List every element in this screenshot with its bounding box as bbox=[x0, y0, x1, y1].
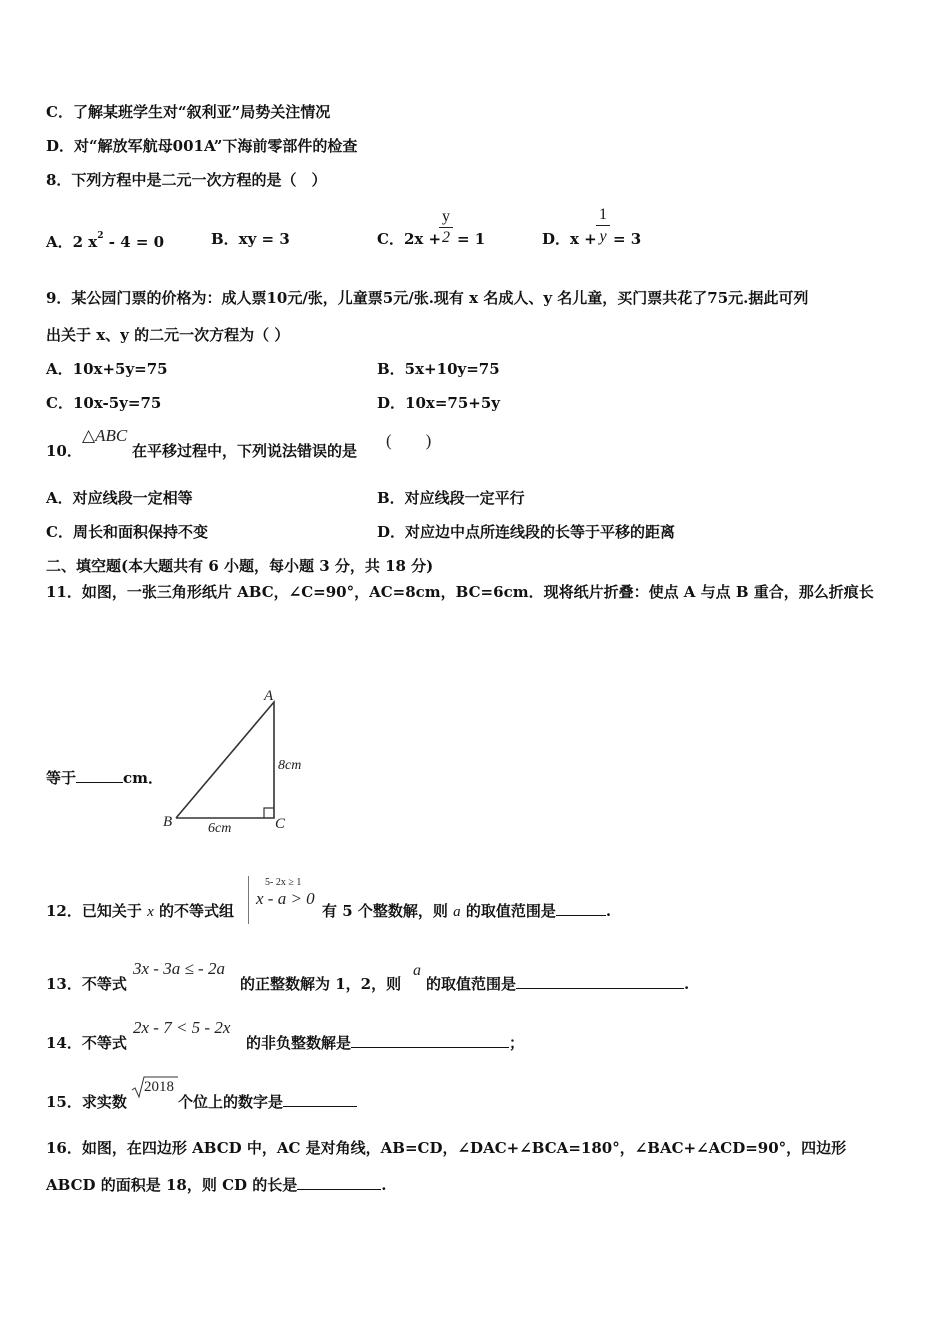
q12-end: . bbox=[605, 902, 612, 920]
q11-right-angle-mark bbox=[264, 808, 274, 818]
q13-stem-c: 的取值范围是 bbox=[426, 975, 517, 993]
q8-option-c-text: 2x + bbox=[403, 230, 442, 248]
q8-option-a-label: A． bbox=[46, 233, 73, 251]
q7-option-d: D．对“解放军航母001A”下海前零部件的检查 bbox=[46, 137, 358, 155]
q8-option-c-fraction bbox=[439, 207, 453, 248]
q12-brace bbox=[248, 876, 250, 924]
q12-var-a: a bbox=[453, 904, 461, 920]
q8-option-a-rest: - 4 = 0 bbox=[108, 233, 165, 251]
q10-option-a: A．对应线段一定相等 bbox=[46, 489, 193, 507]
q8-stem: 8．下列方程中是二元一次方程的是（ ） bbox=[46, 171, 327, 189]
q11-label-c: C bbox=[275, 816, 286, 832]
q8-option-c-rest: = 1 bbox=[457, 230, 486, 248]
q13-inequality: 3x - 3a ≤ - 2a bbox=[133, 959, 225, 978]
q14-end: ； bbox=[509, 1034, 525, 1052]
q12-line-rest bbox=[322, 901, 611, 922]
q12-var-x: x bbox=[147, 904, 154, 920]
q11-label-ac-length: 8cm bbox=[278, 758, 302, 773]
q12-stem-a: 12．已知关于 bbox=[46, 902, 142, 920]
q14-stem-b: 的非负整数解是 bbox=[246, 1034, 352, 1052]
q9-stem-line1: 9．某公园门票的价格为：成人票10元/张，儿童票5元/张.现有 x 名成人、y 名儿童，买门票共花了75元.据此可列 bbox=[46, 289, 809, 307]
q15-answer-blank[interactable] bbox=[283, 1092, 357, 1107]
q11-answer-line bbox=[46, 768, 163, 788]
q14-stem-a: 14．不等式 bbox=[46, 1034, 127, 1052]
q8-option-c-denominator: 2 bbox=[439, 227, 453, 248]
q14-answer-blank[interactable] bbox=[351, 1033, 509, 1048]
q8-option-c-numerator: y bbox=[442, 208, 450, 225]
q13-end: . bbox=[684, 975, 690, 993]
q10-stem: 在平移过程中，下列说法错误的是 bbox=[132, 442, 358, 460]
q9-option-b: B．5x+10y=75 bbox=[377, 360, 500, 378]
q14-inequality: 2x - 7 < 5 - 2x bbox=[133, 1018, 231, 1037]
q16-line1: 16．如图，在四边形 ABCD 中，AC 是对角线，AB=CD，∠DAC+∠BCA=180°，∠BAC+∠ACD=90°，四边形 bbox=[46, 1139, 847, 1157]
q11-stem: 11．如图，一张三角形纸片 ABC，∠C=90°，AC=8cm，BC=6cm．现将纸片折叠：使点 A 与点 B 重合，那么折痕长 bbox=[46, 583, 874, 601]
q10-option-b: B．对应线段一定平行 bbox=[377, 489, 525, 507]
q8-option-a bbox=[46, 229, 164, 252]
q8-option-d-text: x + bbox=[570, 230, 597, 248]
q12-stem-c: 有 5 个整数解，则 bbox=[322, 902, 448, 920]
q10-number: 10． bbox=[46, 442, 82, 460]
q10-paren: ( ) bbox=[386, 431, 432, 450]
q8-option-d-denominator: y bbox=[596, 225, 610, 247]
q8-option-d-numerator: 1 bbox=[599, 206, 607, 223]
q11-label-bc-length: 6cm bbox=[208, 821, 232, 836]
q12-stem-d: 的取值范围是 bbox=[465, 902, 556, 920]
q13-answer-blank[interactable] bbox=[516, 974, 684, 989]
q9-option-d: D．10x=75+5y bbox=[377, 394, 500, 412]
q13-line-rest bbox=[426, 974, 689, 994]
q10-option-c: C．周长和面积保持不变 bbox=[46, 523, 208, 541]
q12-line bbox=[46, 901, 234, 922]
q11-answer-suffix: cm． bbox=[123, 769, 164, 787]
q15-stem-b: 个位上的数字是 bbox=[178, 1093, 284, 1111]
q8-option-d-label: D． bbox=[542, 230, 571, 248]
q8-option-c-label: C． bbox=[377, 230, 404, 248]
q8-option-a-text: 2 x bbox=[72, 233, 98, 251]
q16-end: . bbox=[381, 1176, 387, 1194]
q11-answer-blank[interactable] bbox=[76, 768, 123, 783]
q16-answer-blank[interactable] bbox=[297, 1175, 381, 1190]
q10-option-d: D．对应边中点所连线段的长等于平移的距离 bbox=[377, 523, 676, 541]
q16-stem: ABCD 的面积是 18，则 CD 的长是 bbox=[46, 1176, 298, 1194]
q15-line-rest bbox=[178, 1092, 357, 1112]
q13-var-a: a bbox=[413, 962, 421, 979]
q8-option-d-fraction bbox=[596, 204, 610, 247]
q9-option-a: A．10x+5y=75 bbox=[46, 360, 168, 378]
q11-triangle-outline bbox=[176, 702, 274, 818]
q10-triangle-abc: △ABC bbox=[82, 426, 128, 445]
q8-option-d-rest: = 3 bbox=[613, 230, 642, 248]
q8-option-b: B．xy = 3 bbox=[211, 230, 290, 248]
q12-inequality-2: x - a > 0 bbox=[256, 889, 315, 908]
q13-stem-a: 13．不等式 bbox=[46, 975, 127, 993]
q12-answer-blank[interactable] bbox=[556, 901, 606, 916]
q8-option-c bbox=[377, 229, 441, 249]
q12-stem-b: 的不等式组 bbox=[159, 902, 235, 920]
q16-line2 bbox=[46, 1175, 387, 1195]
q15-radicand: 2018 bbox=[144, 1079, 174, 1095]
q7-option-c: C．了解某班学生对“叙利亚”局势关注情况 bbox=[46, 103, 331, 121]
section-2-heading: 二、填空题(本大题共有 6 小题，每小题 3 分，共 18 分) bbox=[46, 557, 434, 575]
q12-inequality-1: 5- 2x ≥ 1 bbox=[265, 877, 302, 888]
q14-line-rest bbox=[246, 1033, 524, 1053]
q9-option-c: C．10x-5y=75 bbox=[46, 394, 162, 412]
q11-triangle-figure bbox=[150, 680, 320, 840]
q13-stem-b: 的正整数解为 1，2，则 bbox=[240, 975, 402, 993]
q11-label-a: A bbox=[264, 688, 274, 704]
q9-stem-line2: 出关于 x、y 的二元一次方程为（ ） bbox=[46, 326, 290, 344]
q8-option-d bbox=[542, 229, 597, 249]
q8-option-a-exponent: 2 bbox=[97, 231, 104, 241]
q11-answer-prefix: 等于 bbox=[46, 769, 77, 787]
q15-stem-a: 15．求实数 bbox=[46, 1093, 127, 1111]
q11-label-b: B bbox=[163, 814, 173, 830]
